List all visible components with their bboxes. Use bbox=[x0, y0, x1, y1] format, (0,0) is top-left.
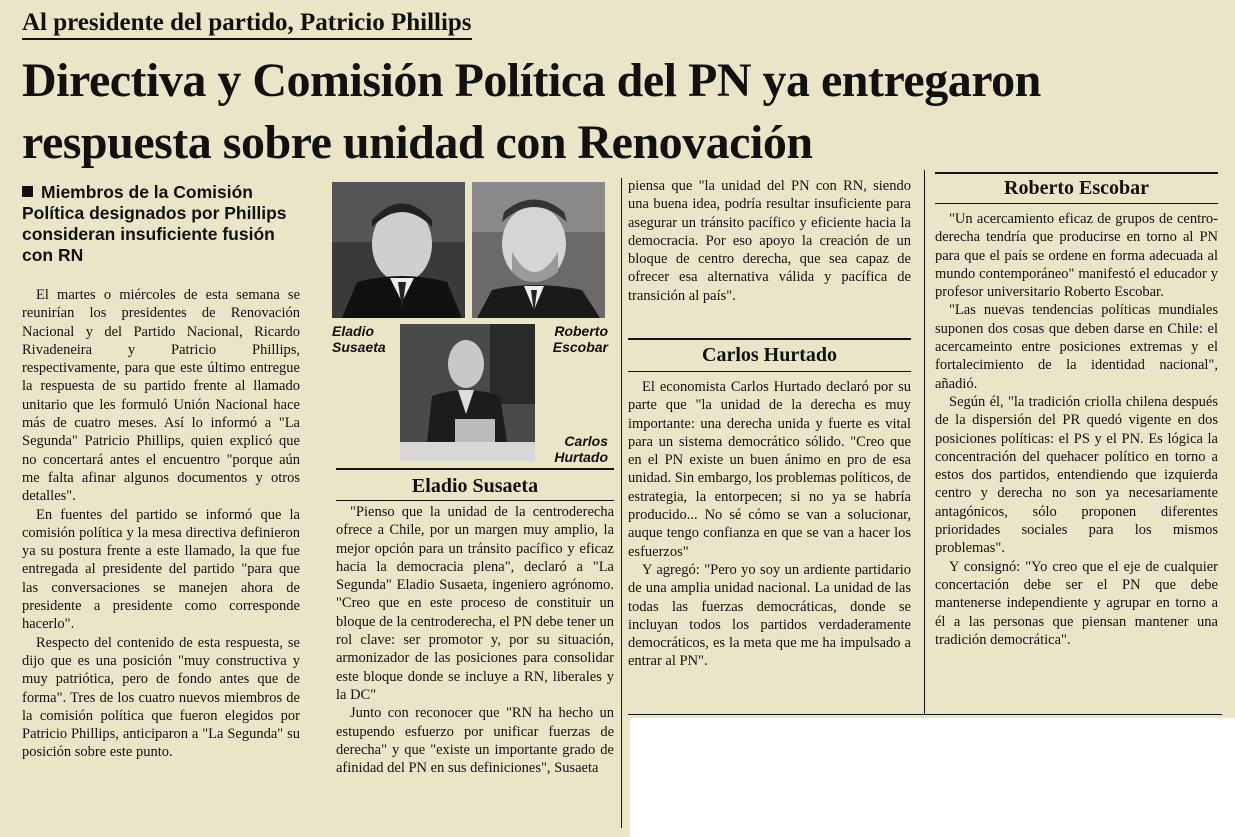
rule bbox=[336, 500, 614, 501]
column-divider bbox=[621, 178, 622, 828]
rule bbox=[628, 371, 911, 372]
rule bbox=[628, 714, 1222, 715]
paragraph: Junto con reconocer que "RN ha hecho un estupendo esfuerzo por unificar fuerzas de derecha" y que "existe un importante grado de afinidad del PN en sus definiciones", Susaeta bbox=[336, 705, 614, 777]
article-column-4 bbox=[935, 210, 1218, 649]
headline: Directiva y Comisión Política del PN ya entregaron respuesta sobre unidad con Renovación bbox=[22, 54, 1041, 169]
paragraph: "Las nuevas tendencias políticas mundiales suponen dos cosas que deben darse en Chile: el acercameinto entre posiciones extremas y el fortalecimiento de la identidad nacional", añadió. bbox=[935, 302, 1218, 392]
rule bbox=[628, 338, 911, 340]
photo-roberto-escobar bbox=[472, 182, 605, 318]
column-divider bbox=[924, 170, 925, 715]
caption-roberto-escobar: Roberto Escobar bbox=[552, 323, 608, 355]
deck bbox=[22, 182, 302, 266]
photo-eladio-susaeta bbox=[332, 182, 465, 318]
rule bbox=[336, 468, 614, 470]
paragraph: Y consignó: "Yo creo que el eje de cualquier concertación debe ser el PN que debe mantenerse independiente y agrupar en torno a él a las personas que piensan mantener una tradición democrática". bbox=[935, 558, 1218, 648]
paragraph: Y agregó: "Pero yo soy un ardiente partidario de una amplia unidad nacional. La unidad de las todas las fuerzas democráticas, donde se incluyan todos los partidos verdaderamente democráticos, es la meta que me ha impulsado a entrar al PN". bbox=[628, 561, 911, 670]
section-heading-roberto-escobar: Roberto Escobar bbox=[1004, 177, 1149, 199]
blank-area bbox=[630, 718, 1235, 837]
paragraph: El martes o miércoles de esta semana se reunirían los presidentes de Renovación Nacional y del Partido Nacional, Ricardo Rivadeneira y Patricio Phillips, respectivamente, para que este último entregue la respuesta de su partido frente al llamado unitario que les formuló Unión Nacional hace más de cuatro meses. Así lo informó a "La Segunda" Patricio Phillips, quien explicó que no concertará antes el encuentro "porque aún me falta afinar algunos documentos y otros detalles". bbox=[22, 287, 300, 505]
rule bbox=[935, 203, 1218, 204]
article-column-3-top bbox=[628, 177, 911, 305]
section-heading-eladio-susaeta: Eladio Susaeta bbox=[411, 475, 539, 497]
paragraph: En fuentes del partido se informó que la comisión política y la mesa directiva definieron ya su postura frente a este llamado, la que fue entregada al presidente del partido "para que las conversaciones se manejen ahora de presidente a presidente como corresponde hacerlo". bbox=[22, 506, 300, 633]
deck-text: Miembros de la Comisión Política designados por Phillips consideran insuficiente fusión con RN bbox=[22, 182, 287, 265]
section-heading-carlos-hurtado: Carlos Hurtado bbox=[702, 344, 837, 366]
article-column-3-bottom bbox=[628, 378, 911, 671]
article-column-1 bbox=[22, 286, 300, 762]
bullet-icon bbox=[22, 186, 33, 197]
article-column-2 bbox=[336, 503, 614, 777]
caption-carlos-hurtado: Carlos Hurtado bbox=[554, 433, 608, 465]
paragraph: Según él, "la tradición criolla chilena después de la dispersión del PR quedó vigente en dos posiciones políticas: el PS y el PN. Es lógica la concentración del quehacer político en torno a estos dos partidos, entendiendo que izquierda centro y derecha no son ya necesariamente antagónicos, sólo proponen diferentes prioridades sociales para los mismos problemas". bbox=[935, 393, 1218, 557]
photo-carlos-hurtado bbox=[400, 324, 535, 461]
rule bbox=[935, 172, 1218, 174]
paragraph: Respecto del contenido de esta respuesta, se dijo que es una posición "muy constructiva y muy patriótica, pero de fondo antes que de forma". Tres de los cuatro nuevos miembros de la comisión política que fueron elegidos por Patricio Phillips, anticiparon a "La Segunda" su posición sobre este punto. bbox=[22, 634, 300, 761]
caption-eladio-susaeta: Eladio Susaeta bbox=[332, 323, 386, 355]
paragraph: "Pienso que la unidad de la centroderecha ofrece a Chile, por un margen muy amplio, la mejor opción para un tránsito pacífico y eficaz hacia la democracia plena", declaró a "La Segunda" Eladio Susaeta, ingeniero agrónomo. "Creo que en este proceso de constituir un bloque de la centroderecha, el PN debe tener un rol clave: ser promotor y, por su situación, armonizador de las posiciones para consolidar este bloque donde se incluye a RN, liberales y la DC" bbox=[336, 504, 614, 703]
paragraph: El economista Carlos Hurtado declaró por su parte que "la unidad de la derecha es muy importante: una derecha unida y fuerte es vital para un sistema democrático sólido. "Creo que en el PN existe un buen ánimo en pro de esa unidad. Sin embargo, los problemas políticos, de estrategia, la entorpecen; si no ya se habría producido... No sé cómo se van a solucionar, auque tengo confianza en que se van a hacer los esfuerzos" bbox=[628, 379, 911, 560]
kicker: Al presidente del partido, Patricio Phillips bbox=[22, 8, 472, 40]
paragraph: piensa que "la unidad del PN con RN, siendo una buena idea, podría resultar insuficiente para asegurar un tránsito pacífico y eficiente hacia la democracia. Por eso apoyo la creación de un bloque de centro derecha, que sea capaz de ofrecer esa alternativa válida y pacífica de transición al país". bbox=[628, 178, 911, 304]
paragraph: "Un acercamiento eficaz de grupos de centro-derecha tendría que producirse en torno al PN para que el país se ordene en forma adecuada al mundo contemporáneo" manifestó el educador y profesor universitario Roberto Escobar. bbox=[935, 211, 1218, 301]
